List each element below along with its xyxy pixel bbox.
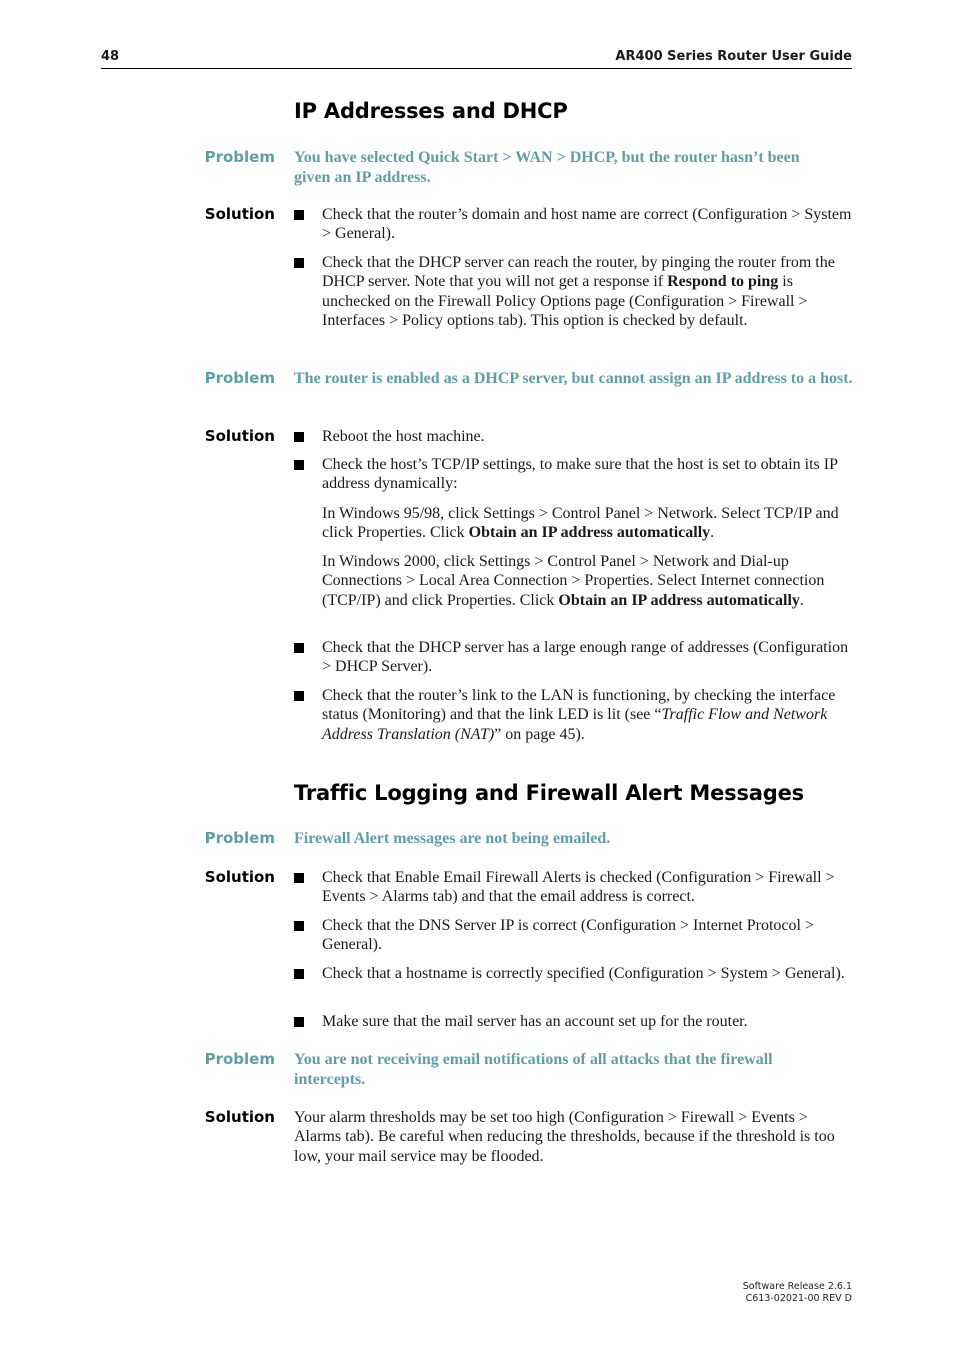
list-item: Reboot the host machine. [294, 427, 854, 446]
problem-text: You have selected Quick Start > WAN > DHCP, but the router hasn’t been given an IP address. [294, 149, 800, 186]
bullet-icon [294, 432, 304, 442]
solution-label: Solution [204, 1108, 275, 1126]
page-number: 48 [101, 49, 120, 64]
bullet-icon [294, 210, 304, 220]
bullet-icon [294, 969, 304, 979]
list-item: Check that the router’s link to the LAN is functioning, by checking the interface status (Monitoring) and that the link LED is lit (see “Traffic Flow and Network Address Translation (NAT)” on page 45). [294, 686, 854, 744]
problem-text: Firewall Alert messages are not being emailed. [294, 830, 611, 847]
problem-label: Problem [204, 148, 275, 166]
bullet-icon [294, 873, 304, 883]
section-title-ip-dhcp: IP Addresses and DHCP [294, 99, 568, 123]
solution-text: Your alarm thresholds may be set too high (Configuration > Firewall > Events > Alarms tab). Be careful when reducing the thresholds, because if the threshold is too low, your mail service may be flooded. [294, 1109, 835, 1165]
page-header [101, 48, 852, 69]
guide-title: AR400 Series Router User Guide [615, 49, 852, 64]
list-item: Check that the DHCP server can reach the router, by pinging the router from the DHCP server. Note that you will not get a response if Respond to ping is unchecked on the Firewall Policy Options page (Configuration > Firewall > Interfaces > Policy options tab). This option is checked by default. [294, 253, 854, 331]
list-item: Check that a hostname is correctly specified (Configuration > System > General). [294, 964, 854, 983]
windows-95-instructions: In Windows 95/98, click Settings > Control Panel > Network. Select TCP/IP and click Properties. Click Obtain an IP address automatically. [322, 505, 839, 542]
list-item: Check that the DNS Server IP is correct (Configuration > Internet Protocol > General). [294, 916, 854, 955]
section-title-traffic-logging: Traffic Logging and Firewall Alert Messages [294, 781, 804, 805]
list-item: Check that the DHCP server has a large enough range of addresses (Configuration > DHCP Server). [294, 638, 854, 677]
list-item: Check that Enable Email Firewall Alerts is checked (Configuration > Firewall > Events > Alarms tab) and that the email address is correct. [294, 868, 854, 907]
list-item: Make sure that the mail server has an account set up for the router. [294, 1012, 854, 1031]
page-footer [743, 1281, 852, 1304]
problem-label: Problem [204, 829, 275, 847]
list-item: Check the host’s TCP/IP settings, to make sure that the host is set to obtain its IP address dynamically: [294, 455, 854, 494]
problem-text: You are not receiving email notifications of all attacks that the firewall intercepts. [294, 1051, 773, 1088]
document-id: C613-02021-00 REV D [745, 1292, 852, 1304]
cross-reference-link[interactable]: Traffic Flow and Network Address Translation (NAT) [322, 706, 828, 743]
problem-label: Problem [204, 1050, 275, 1068]
bullet-icon [294, 691, 304, 701]
bullet-icon [294, 921, 304, 931]
problem-text: The router is enabled as a DHCP server, but cannot assign an IP address to a host. [294, 370, 853, 387]
windows-2000-instructions: In Windows 2000, click Settings > Control Panel > Network and Dial-up Connections > Local Area Connection > Properties. Select Internet connection (TCP/IP) and click Properties. Click Obtain an IP address automatically. [322, 553, 825, 609]
list-item: Check that the router’s domain and host name are correct (Configuration > System > General). [294, 205, 854, 244]
software-release: Software Release 2.6.1 [742, 1281, 852, 1292]
bullet-icon [294, 258, 304, 268]
solution-label: Solution [204, 868, 275, 886]
solution-label: Solution [204, 427, 275, 445]
bullet-icon [294, 643, 304, 653]
bullet-icon [294, 1017, 304, 1027]
bullet-icon [294, 460, 304, 470]
solution-label: Solution [204, 205, 275, 223]
problem-label: Problem [204, 369, 275, 387]
